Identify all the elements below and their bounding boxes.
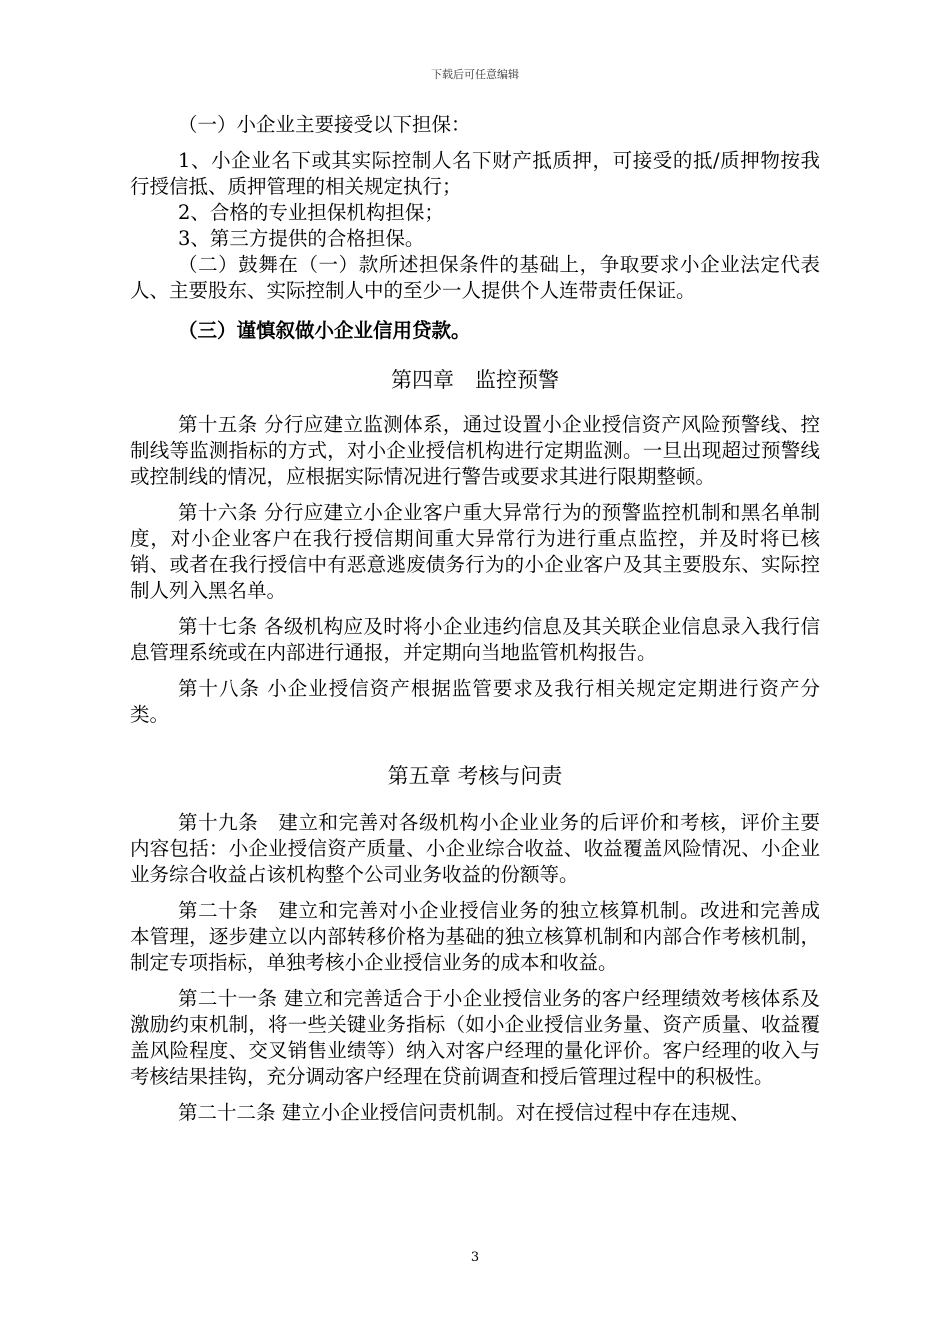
- article-18: 第十八条 小企业授信资产根据监管要求及我行相关规定定期进行资产分类。: [130, 677, 820, 726]
- paragraph-guarantee-1: 1、小企业名下或其实际控制人名下财产抵质押，可接受的抵/质押物按我行授信抵、质押管理的相关规定执行；: [130, 149, 820, 198]
- page-number: 3: [470, 1250, 480, 1265]
- article-15: 第十五条 分行应建立监测体系，通过设置小企业授信资产风险预警线、控制线等监测指标的方式，对小企业授信机构进行定期监测。一旦出现超过预警线或控制线的情况，应根据实际情况进行警告或要求其进行限期整顿。: [130, 413, 820, 488]
- paragraph-guarantee-intro: （一）小企业主要接受以下担保：: [178, 113, 471, 136]
- page-header: 下载后可任意编辑: [431, 68, 519, 81]
- article-21: 第二十一条 建立和完善适合于小企业授信业务的客户经理绩效考核体系及激励约束机制，将一些关键业务指标（如小企业授信业务量、资产质量、收益覆盖风险程度、交叉销售业绩等）纳入对客户经理的量化评价。客户经理的收入与考核结果挂钩，充分调动客户经理在贷前调查和授后管理过程中的积极性。: [130, 987, 820, 1088]
- article-19: 第十九条 建立和完善对各级机构小企业业务的后评价和考核，评价主要内容包括：小企业授信资产质量、小企业综合收益、收益覆盖风险情况、小企业业务综合收益占该机构整个公司业务收益的份额等。: [130, 811, 820, 886]
- article-20: 第二十条 建立和完善对小企业授信业务的独立核算机制。改进和完善成本管理，逐步建立以内部转移价格为基础的独立核算机制和内部合作考核机制，制定专项指标，单独考核小企业授信业务的成本和收益。: [130, 899, 820, 974]
- document-body: [130, 112, 820, 1126]
- paragraph-guarantee-2: 2、合格的专业担保机构担保；: [178, 201, 444, 224]
- article-22: 第二十二条 建立小企业授信问责机制。对在授信过程中存在违规、: [178, 1101, 750, 1124]
- paragraph-guarantee-encourage: （二）鼓舞在（一）款所述担保条件的基础上，争取要求小企业法定代表人、主要股东、实际控制人中的至少一人提供个人连带责任保证。: [130, 253, 820, 302]
- article-17: 第十七条 各级机构应及时将小企业违约信息及其关联企业信息录入我行信息管理系统或在内部进行通报，并定期向当地监管机构报告。: [130, 615, 820, 664]
- chapter-5-title: 第五章 考核与问责: [387, 764, 563, 788]
- paragraph-guarantee-3: 3、第三方提供的合格担保。: [178, 227, 425, 250]
- paragraph-credit-loan: （三）谨慎叙做小企业信用贷款。: [178, 319, 471, 342]
- article-16: 第十六条 分行应建立小企业客户重大异常行为的预警监控机制和黑名单制度，对小企业客户在我行授信期间重大异常行为进行重点监控，并及时将已核销、或者在我行授信中有恶意逃废债务行为的小企业客户及其主要股东、实际控制人列入黑名单。: [130, 501, 820, 602]
- chapter-4-title: 第四章 监控预警: [391, 368, 559, 392]
